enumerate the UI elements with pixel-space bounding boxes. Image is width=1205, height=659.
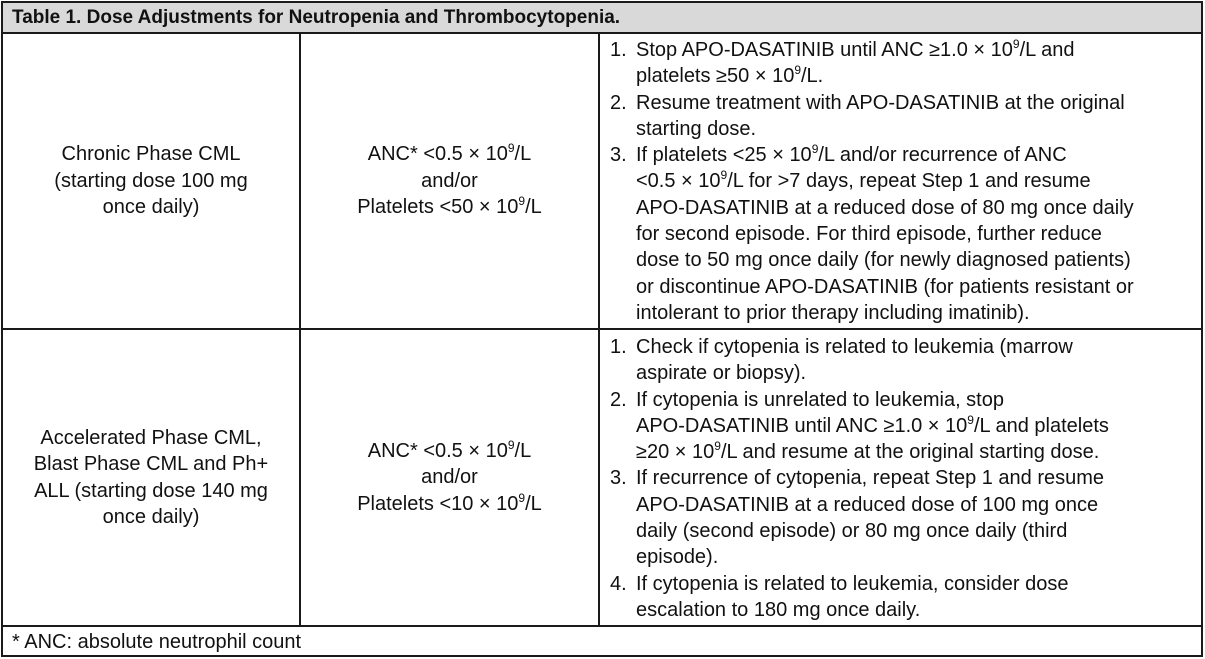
text-segment: /L and [1019, 39, 1075, 61]
step-number: 2. [610, 388, 627, 411]
step-line [636, 465, 1197, 491]
table-title: Table 1. Dose Adjustments for Neutropenia and Thrombocytopenia. [3, 3, 1201, 34]
step-line [636, 168, 1197, 194]
step-number: 1. [610, 39, 627, 61]
table-row [3, 330, 1201, 627]
step-line [636, 274, 1197, 300]
step-line [636, 37, 1197, 63]
criteria-line [357, 491, 542, 518]
text-segment: starting dose. [636, 117, 757, 140]
exponent: 9 [967, 412, 974, 427]
step-line [636, 597, 1197, 623]
action-step [610, 90, 1197, 143]
text-segment: platelets ≥50 × 10 [636, 65, 795, 88]
text-segment: /L. [801, 65, 824, 88]
text-segment: /L [514, 143, 532, 166]
text-segment: ≥20 × 10 [636, 441, 715, 464]
step-line [636, 334, 1197, 360]
exponent: 9 [794, 63, 801, 78]
dose-adjustment-table [1, 1, 1203, 657]
step-line [636, 221, 1197, 247]
step-number: 2. [610, 91, 627, 114]
table-row [3, 34, 1201, 330]
action-step [610, 334, 1197, 387]
indication-line: Blast Phase CML and Ph+ [33, 453, 269, 475]
criteria-cell [301, 330, 600, 625]
step-line [636, 142, 1197, 168]
step-line [636, 518, 1197, 544]
step-number: 3. [610, 144, 627, 167]
step-line [636, 90, 1197, 116]
indication-line: Accelerated Phase CML, [40, 426, 262, 449]
step-number: 3. [610, 467, 627, 490]
exponent: 9 [1012, 37, 1020, 51]
step-line [636, 571, 1197, 597]
criteria-line [357, 141, 542, 168]
text-segment: APO-DASATINIB until ANC ≥1.0 × 10 [636, 414, 968, 437]
text-segment: intolerant to prior therapy including imatinib). [636, 301, 1030, 324]
action-step [610, 142, 1197, 326]
text-segment: Platelets <50 × 10 [357, 196, 519, 219]
step-line [636, 195, 1197, 221]
step-line [636, 544, 1197, 570]
step-line [636, 300, 1197, 326]
action-step [610, 387, 1197, 466]
indication-cell [3, 34, 301, 328]
text-segment: and/or [421, 466, 478, 489]
text-segment: If cytopenia is related to leukemia, consider dose [636, 572, 1069, 595]
exponent: 9 [518, 194, 526, 209]
criteria-cell [301, 34, 600, 328]
exponent: 9 [714, 439, 721, 454]
table-footnote: * ANC: absolute neutrophil count [12, 631, 302, 653]
text-segment: dose to 50 mg once daily (for newly diagnosed patients) [636, 249, 1131, 272]
exponent: 9 [507, 437, 515, 452]
indication-cell [3, 330, 301, 625]
text-segment: APO-DASATINIB at a reduced dose of 80 mg once daily [636, 196, 1134, 219]
step-line [636, 247, 1197, 273]
step-number: 4. [610, 572, 627, 595]
text-segment: Resume treatment with APO-DASATINIB at the original [636, 91, 1125, 114]
text-segment: If platelets <25 × 10 [636, 144, 812, 167]
actions-cell [600, 330, 1201, 625]
text-segment: aspirate or biopsy). [636, 362, 807, 385]
text-segment: Check if cytopenia is related to leukemia (marrow [636, 336, 1073, 358]
step-line [636, 387, 1197, 413]
text-segment: /L [514, 439, 532, 462]
text-segment: escalation to 180 mg once daily. [636, 598, 921, 621]
indication-line: (starting dose 100 mg [54, 169, 248, 192]
text-segment: /L for >7 days, repeat Step 1 and resume [727, 170, 1091, 193]
step-line [636, 413, 1197, 439]
text-segment: or discontinue APO-DASATINIB (for patients resistant or [636, 275, 1134, 298]
criteria-line [357, 464, 542, 491]
text-segment: /L and resume at the original starting dose. [720, 441, 1100, 464]
action-step [610, 37, 1197, 90]
exponent: 9 [720, 168, 728, 183]
step-line [636, 360, 1197, 386]
text-segment: episode). [636, 546, 719, 569]
text-segment: daily (second episode) or 80 mg once daily (third [636, 520, 1068, 543]
text-segment: ANC* <0.5 × 10 [367, 439, 508, 462]
indication-line: once daily) [102, 506, 200, 528]
text-segment: ANC* <0.5 × 10 [367, 143, 508, 166]
actions-cell [600, 34, 1201, 328]
step-line [636, 439, 1197, 465]
indication-line: once daily) [102, 196, 200, 219]
text-segment: and/or [421, 169, 478, 192]
text-segment: /L and platelets [973, 414, 1109, 437]
text-segment: APO-DASATINIB at a reduced dose of 100 mg once [636, 493, 1099, 516]
exponent: 9 [507, 141, 515, 156]
step-line [636, 492, 1197, 518]
criteria-line [357, 168, 542, 195]
exponent: 9 [811, 142, 819, 157]
text-segment: /L [525, 196, 542, 219]
step-line [636, 63, 1197, 89]
indication-line: ALL (starting dose 140 mg [34, 479, 268, 502]
step-line [636, 116, 1197, 142]
text-segment: <0.5 × 10 [636, 170, 721, 193]
exponent: 9 [518, 490, 526, 505]
action-step [610, 465, 1197, 570]
text-segment: Stop APO-DASATINIB until ANC ≥1.0 × 10 [636, 39, 1013, 61]
indication-line: Chronic Phase CML [61, 143, 241, 166]
step-number: 1. [610, 336, 627, 358]
text-segment: If cytopenia is unrelated to leukemia, stop [636, 388, 1004, 411]
text-segment: for second episode. For third episode, further reduce [636, 223, 1102, 246]
text-segment: /L and/or recurrence of ANC [818, 144, 1067, 167]
text-segment: Platelets <10 × 10 [357, 492, 519, 515]
criteria-line [357, 194, 542, 221]
text-segment: /L [525, 492, 542, 515]
text-segment: If recurrence of cytopenia, repeat Step 1 and resume [636, 467, 1105, 490]
action-step [610, 571, 1197, 624]
criteria-line [357, 438, 542, 465]
